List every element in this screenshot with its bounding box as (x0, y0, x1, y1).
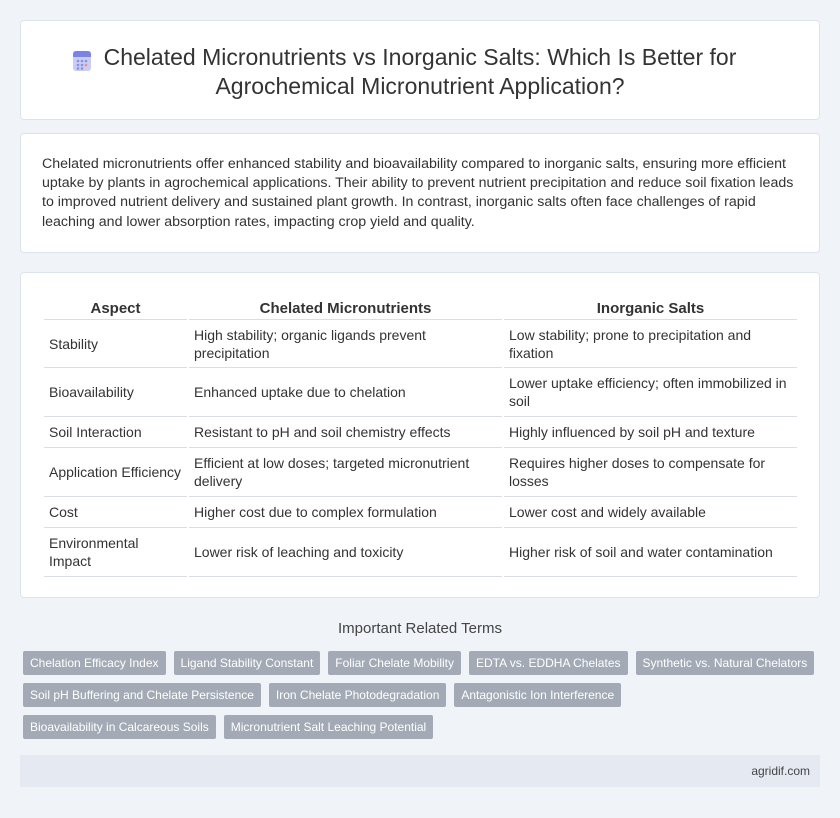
row-aspect: Soil Interaction (44, 417, 187, 448)
intro-text: Chelated micronutrients offer enhanced stability and bioavailability compared to inorganic salts, ensuring more efficient uptake by plants in agrochemical applications. Their ability to prevent nutrient precipitation and reduce soil fixation leads to improved nutrient delivery and sustained plant growth. In contrast, inorganic salts often face challenges of rapid leaching and lower absorption rates, impacting crop yield and quality. (42, 156, 794, 230)
related-term-tag[interactable]: Chelation Efficacy Index (23, 651, 166, 675)
header-inorganic: Inorganic Salts (504, 295, 797, 320)
related-term-tag[interactable]: Micronutrient Salt Leaching Potential (224, 715, 433, 739)
footer (20, 755, 820, 787)
row-aspect: Stability (44, 320, 187, 368)
related-term-tag[interactable]: Iron Chelate Photodegradation (269, 683, 446, 707)
related-term-tag[interactable]: Antagonistic Ion Interference (454, 683, 621, 707)
related-terms-row (23, 651, 818, 675)
page-title-line2: Agrochemical Micronutrient Application? (215, 73, 625, 99)
table-row (44, 417, 797, 448)
row-chelated: Efficient at low doses; targeted micronutrient delivery (189, 448, 502, 497)
intro-card (20, 133, 820, 253)
comparison-card (20, 272, 820, 598)
related-term-tag[interactable]: Soil pH Buffering and Chelate Persistence (23, 683, 261, 707)
page-title (104, 43, 737, 101)
row-inorganic: Higher risk of soil and water contamination (504, 528, 797, 577)
page-title-line1: Chelated Micronutrients vs Inorganic Salts: Which Is Better for (103, 44, 737, 70)
related-term-tag[interactable]: Foliar Chelate Mobility (328, 651, 461, 675)
related-term-tag[interactable]: Bioavailability in Calcareous Soils (23, 715, 216, 739)
table-row (44, 320, 797, 368)
row-aspect: Application Efficiency (44, 448, 187, 497)
table-row (44, 448, 797, 497)
related-terms-row (23, 715, 818, 739)
row-chelated: Higher cost due to complex formulation (189, 497, 502, 528)
related-term-tag[interactable]: Ligand Stability Constant (174, 651, 321, 675)
row-inorganic: Lower uptake efficiency; often immobilized in soil (504, 368, 797, 417)
related-term-tag[interactable]: Synthetic vs. Natural Chelators (636, 651, 815, 675)
row-inorganic: Low stability; prone to precipitation and fixation (504, 320, 797, 368)
header-card (20, 20, 820, 120)
table-row (44, 497, 797, 528)
row-chelated: Enhanced uptake due to chelation (189, 368, 502, 417)
comparison-table (42, 295, 799, 577)
row-inorganic: Lower cost and widely available (504, 497, 797, 528)
row-aspect: Cost (44, 497, 187, 528)
header-chelated: Chelated Micronutrients (189, 295, 502, 320)
table-row (44, 528, 797, 577)
row-inorganic: Highly influenced by soil pH and texture (504, 417, 797, 448)
row-chelated: Resistant to pH and soil chemistry effects (189, 417, 502, 448)
table-header-row (44, 295, 797, 320)
related-term-tag[interactable]: EDTA vs. EDDHA Chelates (469, 651, 628, 675)
related-terms-row (23, 683, 818, 707)
row-chelated: Lower risk of leaching and toxicity (189, 528, 502, 577)
header-aspect: Aspect (44, 295, 187, 320)
row-inorganic: Requires higher doses to compensate for losses (504, 448, 797, 497)
table-row (44, 368, 797, 417)
footer-site-link[interactable]: agridif.com (751, 764, 810, 778)
related-terms (23, 651, 818, 747)
row-aspect: Bioavailability (44, 368, 187, 417)
row-aspect: Environmental Impact (44, 528, 187, 577)
related-terms-title: Important Related Terms (338, 620, 502, 637)
row-chelated: High stability; organic ligands prevent precipitation (189, 320, 502, 368)
